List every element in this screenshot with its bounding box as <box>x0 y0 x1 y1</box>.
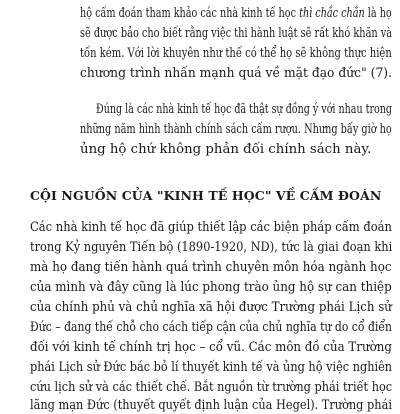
paragraph-2-line-2: trong Kỷ nguyên Tiến bộ (1890-1920, ND), tức là giai đoạn khi <box>30 240 393 255</box>
quote-line-2: sẽ được bảo cho biết rằng việc thi hành luật sẽ rất khó khăn và <box>80 26 393 41</box>
paragraph-2-line-5: của chính phủ và chủ nghĩa xã hội được Trường phái Lịch sử <box>30 300 392 315</box>
quote-line-1-tail: là họ <box>364 6 392 21</box>
paragraph-2-line-1: Các nhà kinh tế học đã giúp thiết lập các biện pháp cấm đoán <box>30 220 392 235</box>
paragraph-2-line-7: đối với kinh tế chính trị học – cổ vũ. Các môn đồ của Trường <box>30 340 392 355</box>
paragraph-1-line-2: những năm hình thành chính sách cấm rượu. Nhưng bấy giờ họ <box>80 122 392 137</box>
paragraph-1-line-1: Đúng là các nhà kinh tế học đã thật sự đồng ý với nhau trong <box>96 102 392 117</box>
paragraph-2-line-10: lãng mạn Đức (thuyết quyết định luận của Hegel). Trường phái <box>30 398 392 413</box>
quote-italic-phrase: thì chắc chắn <box>299 6 365 21</box>
paragraph-1-line-3: ủng hộ chứ không phản đối chính sách này. <box>80 142 372 157</box>
paragraph-2-line-4: của mình và đây cũng là lúc phong trào ủng hộ sự can thiệp <box>30 280 392 295</box>
quote-line-3: tốn kém. Với lời khuyên như thế có thể họ sẽ không thực hiện <box>80 46 392 61</box>
paragraph-2-line-8: phái Lịch sử Đức bác bỏ lí thuyết kinh tế và ủng hộ việc nghiên <box>30 360 393 375</box>
quote-line-1-text: hộ cấm đoán tham khảo các nhà kinh tế học <box>80 6 296 21</box>
paragraph-2-line-6: Đức – đang thế chỗ cho cách tiếp cận của chủ nghĩa tự do cổ điển <box>30 320 393 335</box>
section-heading: CỘI NGUỒN CỦA "KINH TẾ HỌC" VỀ CẤM ĐOÁN <box>30 188 382 203</box>
quote-line-1 <box>80 6 392 22</box>
paragraph-2-line-9: cứu lịch sử và các thiết chế. Bắt nguồn từ trường phái triết học <box>30 380 393 395</box>
quote-line-4: chương trình nhấn mạnh quá về mặt đạo đức" (7). <box>80 66 392 81</box>
paragraph-2-line-3: mà họ đang tiến hành quá trình chuyên môn hóa ngành học <box>30 260 392 275</box>
